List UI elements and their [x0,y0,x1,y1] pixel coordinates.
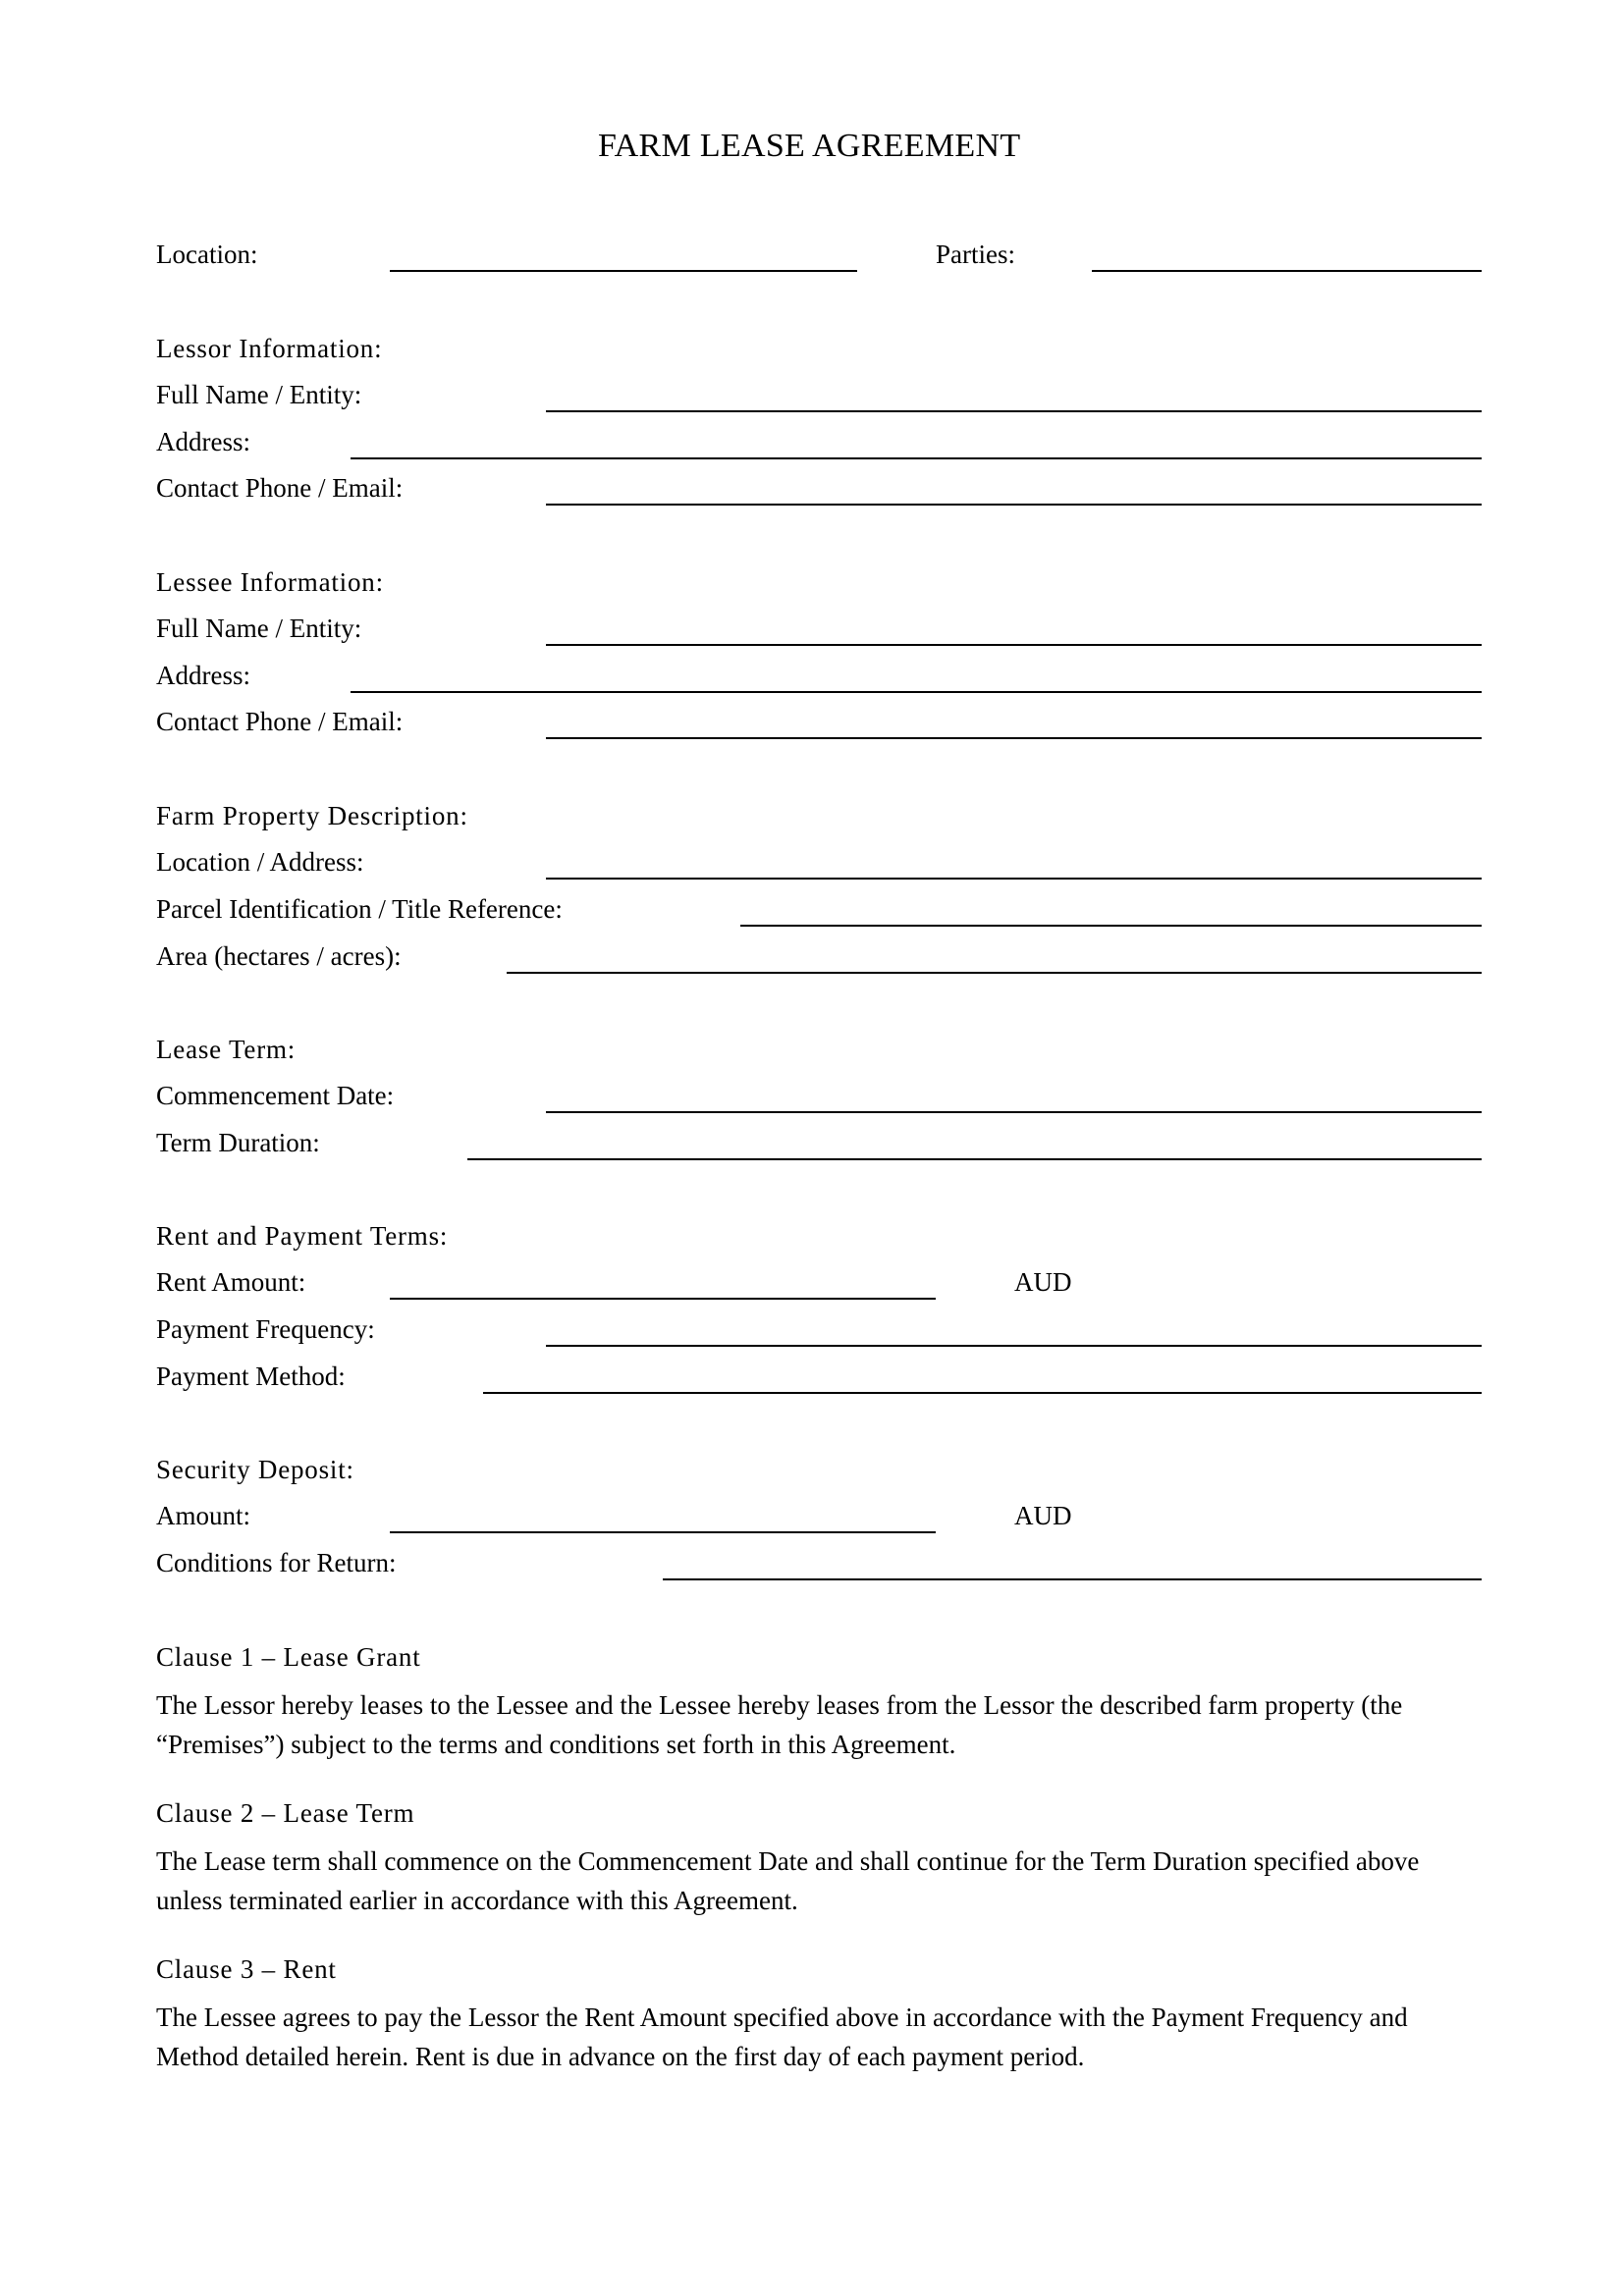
rent-method-label: Payment Method: [156,1362,346,1391]
lessee-name-label: Full Name / Entity: [156,614,362,643]
deposit-currency: AUD [1014,1501,1072,1530]
clause-3-heading: Clause 3 – Rent [156,1954,337,1984]
location-field[interactable] [390,270,857,272]
lessee-heading: Lessee Information: [156,567,384,597]
property-parcel-label: Parcel Identification / Title Reference: [156,894,563,924]
rent-method-field[interactable] [483,1392,1482,1394]
rent-currency: AUD [1014,1267,1072,1297]
parties-field[interactable] [1092,270,1482,272]
lessee-contact-label: Contact Phone / Email: [156,707,404,736]
rent-frequency-field[interactable] [546,1345,1482,1347]
lessor-contact-label: Contact Phone / Email: [156,473,404,503]
term-heading: Lease Term: [156,1035,297,1064]
term-duration-label: Term Duration: [156,1128,320,1157]
property-location-label: Location / Address: [156,847,364,877]
lessee-address-field[interactable] [351,691,1482,693]
clause-1-heading: Clause 1 – Lease Grant [156,1642,421,1672]
clause-2-text: The Lease term shall commence on the Commencement Date and shall continue for the Term Duration specified above unless terminated earlier in accordance with this Agreement. [156,1846,1420,1915]
location-label: Location: [156,240,258,269]
property-heading: Farm Property Description: [156,801,468,830]
parties-label: Parties: [936,240,1015,269]
clause-3-text: The Lessee agrees to pay the Lessor the Rent Amount specified above in accordance with the Payment Frequency and Method detailed herein. Rent is due in advance on the first day of each payment period. [156,2002,1408,2071]
deposit-heading: Security Deposit: [156,1455,354,1484]
lessor-contact-field[interactable] [546,504,1482,506]
rent-amount-field[interactable] [390,1298,936,1300]
lessor-name-field[interactable] [546,410,1482,412]
lessor-address-field[interactable] [351,457,1482,459]
lessor-address-label: Address: [156,427,250,456]
document-title: FARM LEASE AGREEMENT [598,128,1021,164]
property-area-label: Area (hectares / acres): [156,941,402,971]
property-area-field[interactable] [507,972,1482,974]
lessor-heading: Lessor Information: [156,334,383,363]
lessor-name-label: Full Name / Entity: [156,380,362,409]
clause-1-text: The Lessor hereby leases to the Lessee and the Lessee hereby leases from the Lessor the described farm property (the “Premises”) subject to the terms and conditions set forth in this Agreement. [156,1690,1403,1759]
term-duration-field[interactable] [467,1158,1482,1160]
deposit-amount-field[interactable] [390,1531,936,1533]
rent-frequency-label: Payment Frequency: [156,1314,375,1344]
rent-heading: Rent and Payment Terms: [156,1221,449,1251]
clause-2-heading: Clause 2 – Lease Term [156,1798,415,1828]
deposit-conditions-label: Conditions for Return: [156,1548,397,1577]
lessee-name-field[interactable] [546,644,1482,646]
deposit-amount-label: Amount: [156,1501,251,1530]
lessee-address-label: Address: [156,661,250,690]
deposit-conditions-field[interactable] [663,1578,1482,1580]
rent-amount-label: Rent Amount: [156,1267,306,1297]
term-commencement-field[interactable] [546,1111,1482,1113]
property-parcel-field[interactable] [740,925,1482,927]
term-commencement-label: Commencement Date: [156,1081,395,1110]
lessee-contact-field[interactable] [546,737,1482,739]
property-location-field[interactable] [546,878,1482,880]
